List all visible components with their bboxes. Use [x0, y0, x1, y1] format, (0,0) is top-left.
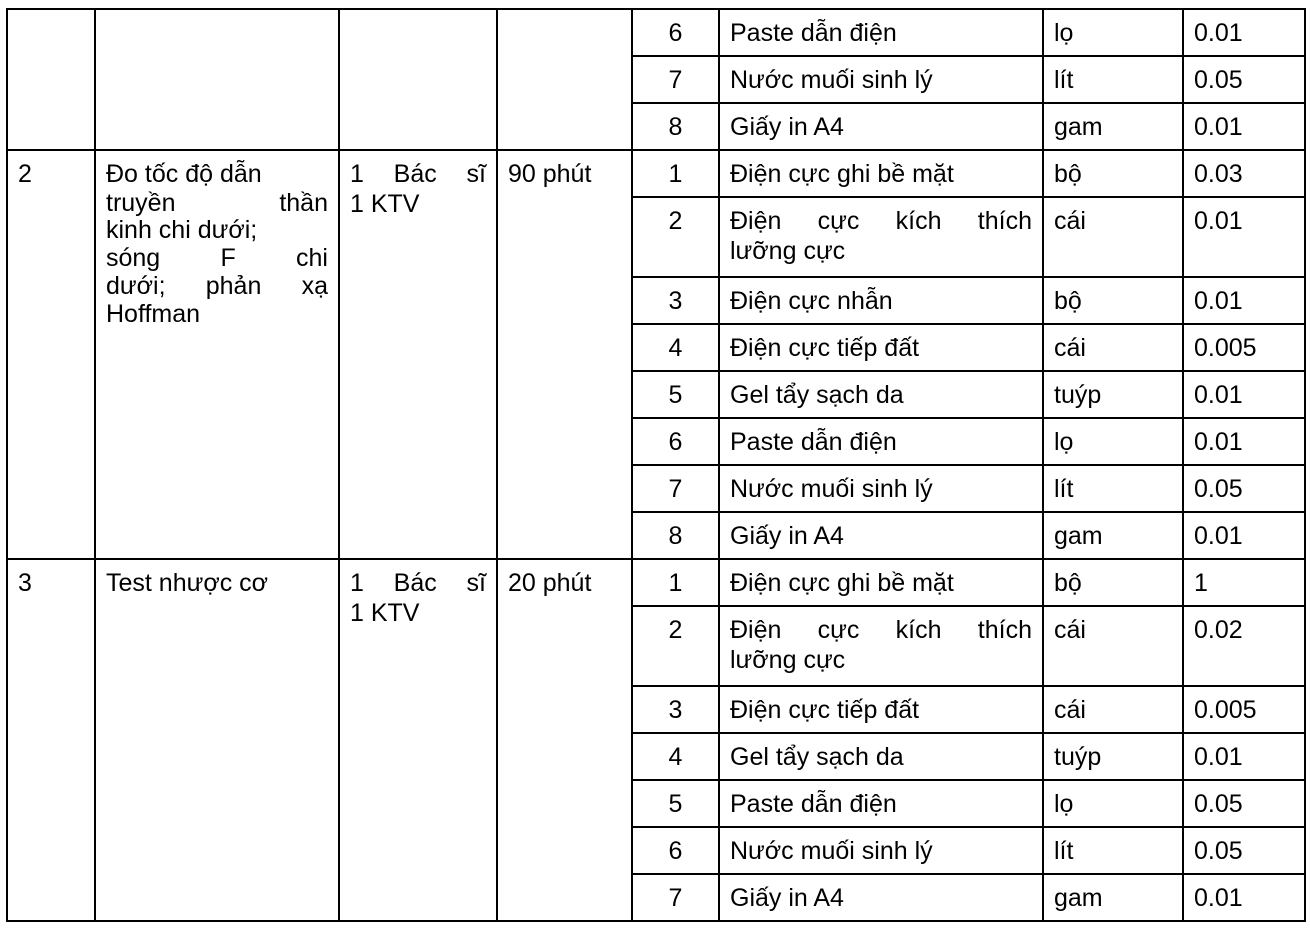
item-unit: cái [1043, 197, 1183, 277]
stt-cell: 2 [7, 150, 95, 559]
item-name: Giấy in A4 [719, 874, 1043, 921]
supplies-table [6, 8, 1306, 922]
item-unit: lọ [1043, 418, 1183, 465]
item-qty: 0.05 [1183, 56, 1305, 103]
item-unit: lọ [1043, 9, 1183, 56]
time-cell [497, 9, 632, 150]
item-name: Paste dẫn điện [719, 780, 1043, 827]
item-no: 5 [632, 371, 719, 418]
item-qty: 0.01 [1183, 874, 1305, 921]
item-no: 7 [632, 874, 719, 921]
item-name: Gel tẩy sạch da [719, 371, 1043, 418]
item-no: 1 [632, 150, 719, 197]
item-unit: lít [1043, 827, 1183, 874]
procedure-line: sóng F chi [106, 244, 328, 272]
item-name: Nước muối sinh lý [719, 465, 1043, 512]
item-name: Paste dẫn điện [719, 9, 1043, 56]
item-unit: cái [1043, 606, 1183, 686]
item-unit: gam [1043, 874, 1183, 921]
procedure-line: truyền thần [106, 189, 328, 217]
table-row [7, 559, 1305, 606]
item-no: 5 [632, 780, 719, 827]
procedure-line: Đo tốc độ dẫn [106, 160, 262, 188]
item-unit: gam [1043, 103, 1183, 150]
item-name: Giấy in A4 [719, 103, 1043, 150]
item-no: 7 [632, 56, 719, 103]
item-no: 7 [632, 465, 719, 512]
item-qty: 0.01 [1183, 103, 1305, 150]
item-no: 4 [632, 733, 719, 780]
item-qty: 1 [1183, 559, 1305, 606]
stt-cell [7, 9, 95, 150]
item-no: 1 [632, 559, 719, 606]
item-qty: 0.005 [1183, 686, 1305, 733]
item-no: 4 [632, 324, 719, 371]
staff-cell: 1 Bác sĩ 1 KTV [339, 559, 497, 921]
item-qty: 0.01 [1183, 418, 1305, 465]
item-qty: 0.005 [1183, 324, 1305, 371]
item-qty: 0.01 [1183, 197, 1305, 277]
item-unit: bộ [1043, 150, 1183, 197]
item-no: 3 [632, 277, 719, 324]
item-unit: cái [1043, 324, 1183, 371]
item-name: Gel tẩy sạch da [719, 733, 1043, 780]
item-qty: 0.01 [1183, 371, 1305, 418]
item-unit: lọ [1043, 780, 1183, 827]
procedure-cell [95, 9, 339, 150]
item-unit: bộ [1043, 559, 1183, 606]
item-qty: 0.01 [1183, 277, 1305, 324]
item-unit: gam [1043, 512, 1183, 559]
item-unit: cái [1043, 686, 1183, 733]
item-qty: 0.01 [1183, 733, 1305, 780]
item-name: Nước muối sinh lý [719, 827, 1043, 874]
item-name: Điện cực kích thích lưỡng cực [719, 606, 1043, 686]
item-no: 6 [632, 9, 719, 56]
item-no: 8 [632, 512, 719, 559]
item-no: 2 [632, 197, 719, 277]
item-name: Điện cực ghi bề mặt [719, 559, 1043, 606]
item-qty: 0.01 [1183, 9, 1305, 56]
item-name: Điện cực kích thích lưỡng cực [719, 197, 1043, 277]
item-name: Điện cực ghi bề mặt [719, 150, 1043, 197]
procedure-cell: Test nhược cơ [95, 559, 339, 921]
item-qty: 0.05 [1183, 827, 1305, 874]
item-name: Điện cực tiếp đất [719, 686, 1043, 733]
item-unit: tuýp [1043, 733, 1183, 780]
time-cell: 20 phút [497, 559, 632, 921]
staff-cell [339, 9, 497, 150]
item-qty: 0.05 [1183, 780, 1305, 827]
procedure-cell [95, 150, 339, 559]
procedure-line: kinh chi dưới; [106, 216, 258, 244]
item-name: Paste dẫn điện [719, 418, 1043, 465]
staff-cell: 1 Bác sĩ 1 KTV [339, 150, 497, 559]
item-no: 2 [632, 606, 719, 686]
item-qty: 0.02 [1183, 606, 1305, 686]
item-qty: 0.03 [1183, 150, 1305, 197]
item-no: 6 [632, 418, 719, 465]
item-unit: tuýp [1043, 371, 1183, 418]
item-unit: lít [1043, 56, 1183, 103]
item-name: Giấy in A4 [719, 512, 1043, 559]
item-no: 6 [632, 827, 719, 874]
table-row [7, 150, 1305, 197]
item-name: Điện cực nhẫn [719, 277, 1043, 324]
stt-cell: 3 [7, 559, 95, 921]
item-qty: 0.05 [1183, 465, 1305, 512]
procedure-line: dưới; phản xạ [106, 272, 328, 300]
item-name: Nước muối sinh lý [719, 56, 1043, 103]
item-qty: 0.01 [1183, 512, 1305, 559]
item-no: 8 [632, 103, 719, 150]
item-no: 3 [632, 686, 719, 733]
procedure-line: Hoffman [106, 300, 201, 328]
time-cell: 90 phút [497, 150, 632, 559]
item-name: Điện cực tiếp đất [719, 324, 1043, 371]
item-unit: lít [1043, 465, 1183, 512]
table-row [7, 9, 1305, 56]
item-unit: bộ [1043, 277, 1183, 324]
